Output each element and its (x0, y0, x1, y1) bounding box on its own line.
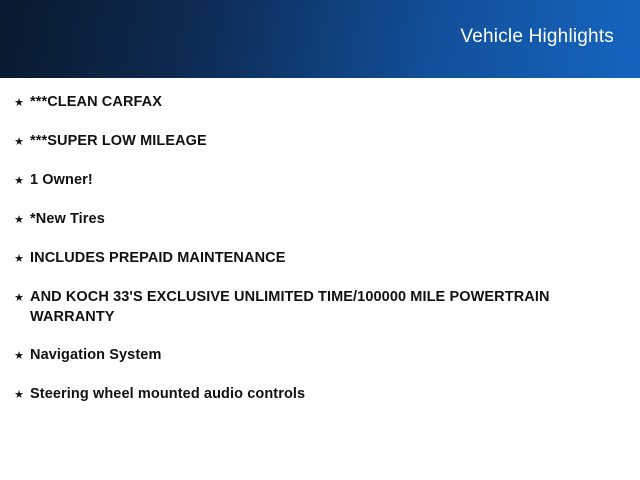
list-item (8, 92, 622, 113)
list-item (8, 248, 622, 269)
page-title: Vehicle Highlights (460, 25, 614, 47)
star-icon: ★ (14, 253, 24, 265)
list-item (8, 345, 622, 366)
star-icon: ★ (14, 97, 24, 109)
star-icon: ★ (14, 292, 24, 304)
star-icon: ★ (14, 389, 24, 401)
star-icon: ★ (14, 136, 24, 148)
list-item-label: ***SUPER LOW MILEAGE (30, 133, 207, 149)
list-item (8, 170, 622, 191)
list-item-label: Navigation System (30, 347, 162, 363)
list-item (8, 209, 622, 230)
list-item-label: 1 Owner! (30, 172, 93, 188)
page-header (0, 0, 640, 78)
star-icon: ★ (14, 214, 24, 226)
star-icon: ★ (14, 175, 24, 187)
highlights-list (0, 78, 640, 405)
list-item (8, 131, 622, 152)
list-item-label: Steering wheel mounted audio controls (30, 386, 306, 402)
list-item-label: ***CLEAN CARFAX (30, 94, 163, 110)
list-item-label: *New Tires (30, 211, 105, 227)
list-item-label: INCLUDES PREPAID MAINTENANCE (30, 250, 286, 266)
list-item-label: AND KOCH 33'S EXCLUSIVE UNLIMITED TIME/100000 MILE POWERTRAIN WARRANTY (30, 289, 550, 325)
list-item (8, 287, 622, 327)
list-item (8, 384, 622, 405)
star-icon: ★ (14, 350, 24, 362)
